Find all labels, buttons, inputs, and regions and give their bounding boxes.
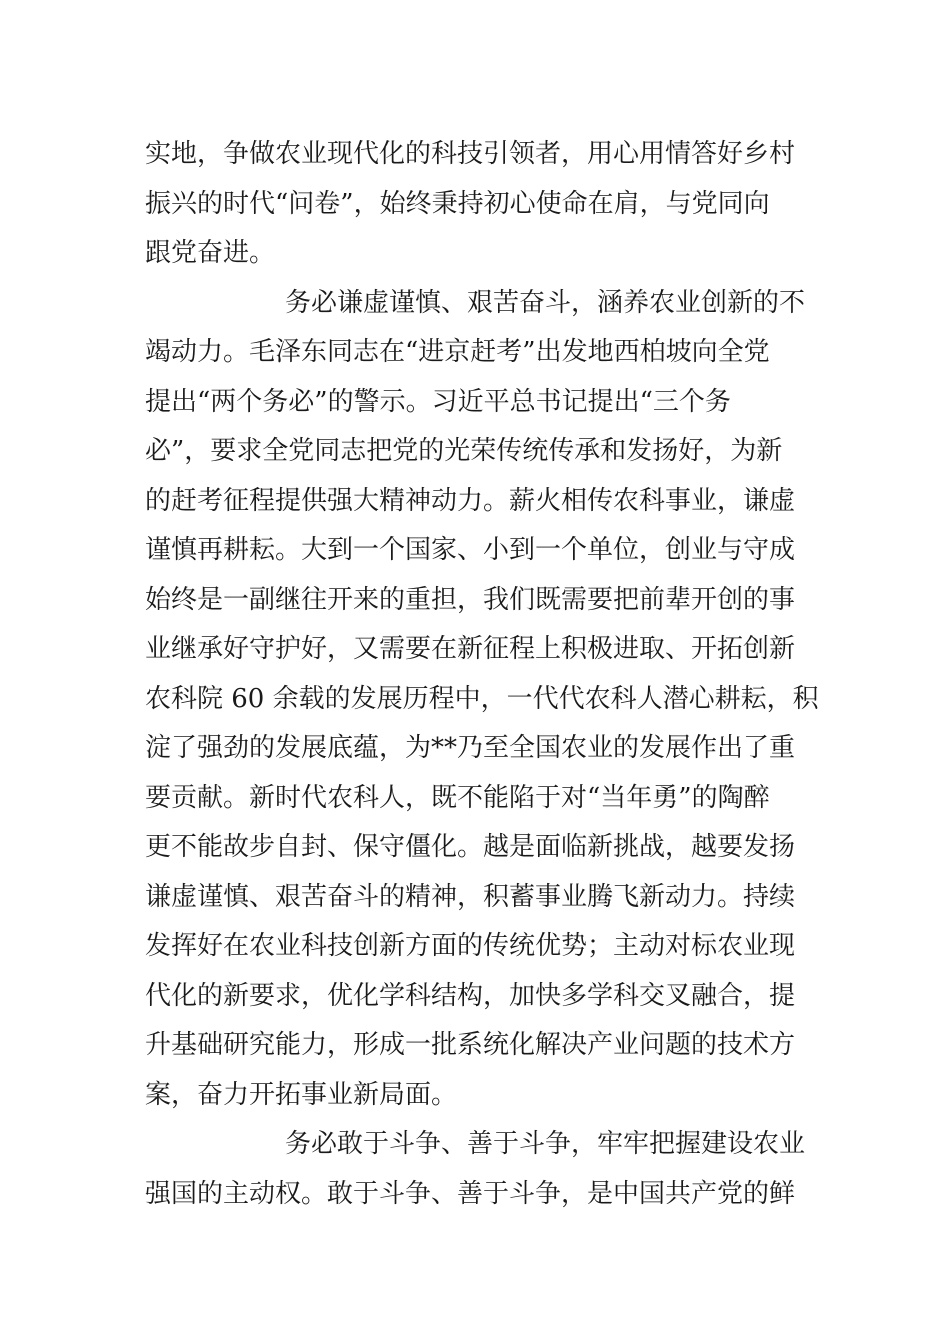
- text-line: 农科院 60 余载的发展历程中，一代代农科人潜心耕耘，积: [145, 683, 819, 714]
- text-line: 必”，要求全党同志把党的光荣传统传承和发扬好，为新: [145, 436, 783, 466]
- text-line: 振兴的时代“问卷”，始终秉持初心使命在肩，与党同向: [145, 188, 770, 219]
- text-line: 更不能故步自封、保守僵化。越是面临新挑战，越要发扬: [145, 832, 796, 862]
- text-line: 实地，争做农业现代化的科技引领者，用心用情答好乡村: [145, 139, 796, 169]
- text-line: 发挥好在农业科技创新方面的传统优势；主动对标农业现: [145, 931, 796, 961]
- paragraph-heading-line: 务必敢于斗争、善于斗争，牢牢把握建设农业: [285, 1129, 806, 1159]
- text-line: 要贡献。新时代农科人，既不能陷于对“当年勇”的陶醉: [145, 782, 770, 813]
- text-line: 淀了强劲的发展底蕴，为**乃至全国农业的发展作出了重: [145, 733, 796, 763]
- text-line: 案，奋力开拓事业新局面。: [145, 1079, 458, 1110]
- text-line: 谦虚谨慎、艰苦奋斗的精神，积蓄事业腾飞新动力。持续: [145, 881, 796, 912]
- text-line: 谨慎再耕耘。大到一个国家、小到一个单位，创业与守成: [145, 535, 796, 565]
- text-line: 代化的新要求，优化学科结构，加快多学科交叉融合，提: [145, 980, 796, 1011]
- text-line: 业继承好守护好，又需要在新征程上积极进取、开拓创新: [145, 634, 796, 664]
- paragraph-heading-line: 务必谦虚谨慎、艰苦奋斗，涵养农业创新的不: [285, 287, 806, 318]
- document-body: [145, 130, 819, 1219]
- text-line: 跟党奋进。: [145, 238, 276, 268]
- text-line: 的赶考征程提供强大精神动力。薪火相传农科事业，谦虚: [145, 485, 796, 516]
- text-line: 提出“两个务必”的警示。习近平总书记提出“三个务: [145, 386, 731, 417]
- text-line: 始终是一副继往开来的重担，我们既需要把前辈开创的事: [145, 584, 796, 615]
- text-line: 强国的主动权。敢于斗争、善于斗争，是中国共产党的鲜: [145, 1178, 796, 1209]
- text-line: 竭动力。毛泽东同志在“进京赶考”出发地西柏坡向全党: [145, 337, 770, 367]
- text-line: 升基础研究能力，形成一批系统化解决产业问题的技术方: [145, 1030, 796, 1060]
